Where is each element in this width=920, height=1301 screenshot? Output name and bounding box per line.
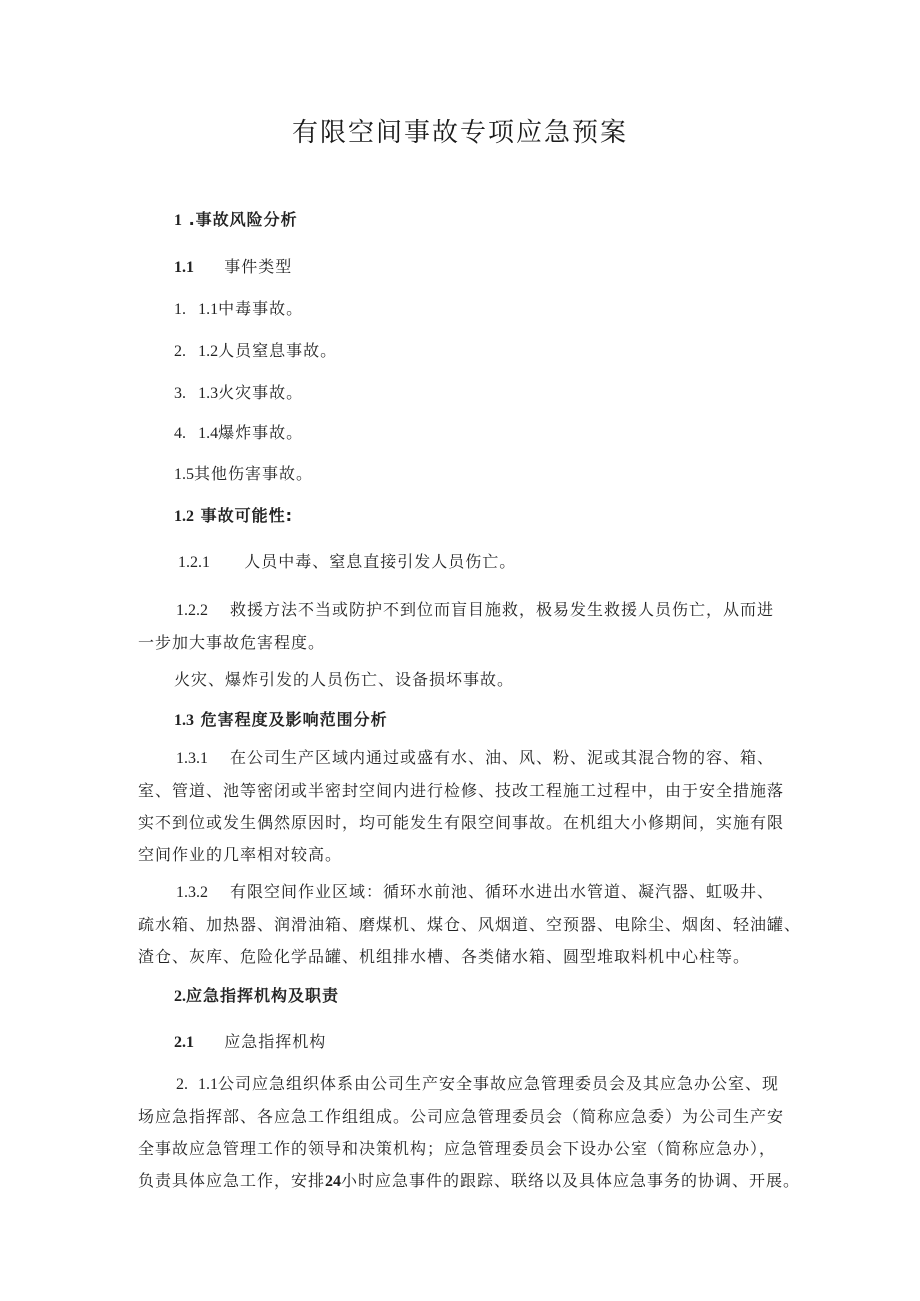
list-item: 1.5其他伤害事故。 <box>174 464 314 483</box>
section-2-1-heading <box>174 1032 326 1053</box>
document-title: 有限空间事故专项应急预案 <box>291 118 628 148</box>
paragraph: 1.3.2 有限空间作业区域：循环水前池、循环水进出水管道、凝汽器、虹吸井、 疏水箱、加热器、润滑油箱、磨煤机、煤仓、风烟道、空预器、电除尘、烟囱、轻油罐、 渣仓、灰库、危险化学品罐、机组排水槽、各类储水箱、圆型堆取料机中心柱等。 <box>138 882 802 966</box>
paragraph: 1.3.1 在公司生产区域内通过或盛有水、油、风、粉、泥或其混合物的容、箱、 室、管道、池等密闭或半密封空间内进行检修、技改工程施工过程中，由于安全措施落 实不到位或发生偶然原因时，均可能发生有限空间事故。在机组大小修期间，实施有限 空间作业的几率相对较高。 <box>138 748 785 864</box>
section-2-heading <box>174 986 339 1007</box>
paragraph: 2. 1.1公司应急组织体系由公司生产安全事故应急管理委员会及其应急办公室、现 场应急指挥部、各应急工作组组成。公司应急管理委员会（简称应急委）为公司生产安 全事故应急管理工作的领导和决策机构；应急管理委员会下设办公室（简称应急办）， 负责具体应急工作，安排24小时应急事件的跟踪、联络以及具体应急事务的协调、开展。 <box>138 1074 801 1190</box>
section-1-3-title: 危害程度及影响范围分析 <box>200 710 388 729</box>
section-1-1-heading <box>174 257 292 278</box>
section-1-3-number: 1.3 <box>174 712 194 729</box>
section-1-2-heading <box>174 506 293 527</box>
section-2-1-number: 2.1 <box>174 1034 194 1051</box>
section-1-1-number: 1.1 <box>174 259 194 276</box>
section-1-heading <box>174 210 298 231</box>
section-2-1-title: 应急指挥机构 <box>224 1032 327 1051</box>
list-item: 2. 1.2人员窒息事故。 <box>174 341 338 360</box>
paragraph: 1.2.2 救援方法不当或防护不到位而盲目施救，极易发生救援人员伤亡，从而进 一步加大事故危害程度。 <box>138 600 775 652</box>
section-2-number: 2. <box>174 988 186 1005</box>
list-item: 4. 1.4爆炸事故。 <box>174 423 304 442</box>
section-1-title: .事故风险分析 <box>188 210 298 229</box>
paragraph: 1.2.1 人员中毒、窒息直接引发人员伤亡。 <box>178 552 517 571</box>
section-1-1-title: 事件类型 <box>224 257 293 276</box>
paragraph: 火灾、爆炸引发的人员伤亡、设备损坏事故。 <box>174 670 515 689</box>
list-item: 3. 1.3火灾事故。 <box>174 383 304 402</box>
section-1-2-title: 事故可能性: <box>200 506 293 525</box>
list-item: 1. 1.1中毒事故。 <box>174 299 304 318</box>
section-1-2-number: 1.2 <box>174 508 194 525</box>
section-2-title: 应急指挥机构及职责 <box>186 986 340 1005</box>
section-1-number: 1 <box>174 212 182 229</box>
section-1-3-heading <box>174 710 388 731</box>
